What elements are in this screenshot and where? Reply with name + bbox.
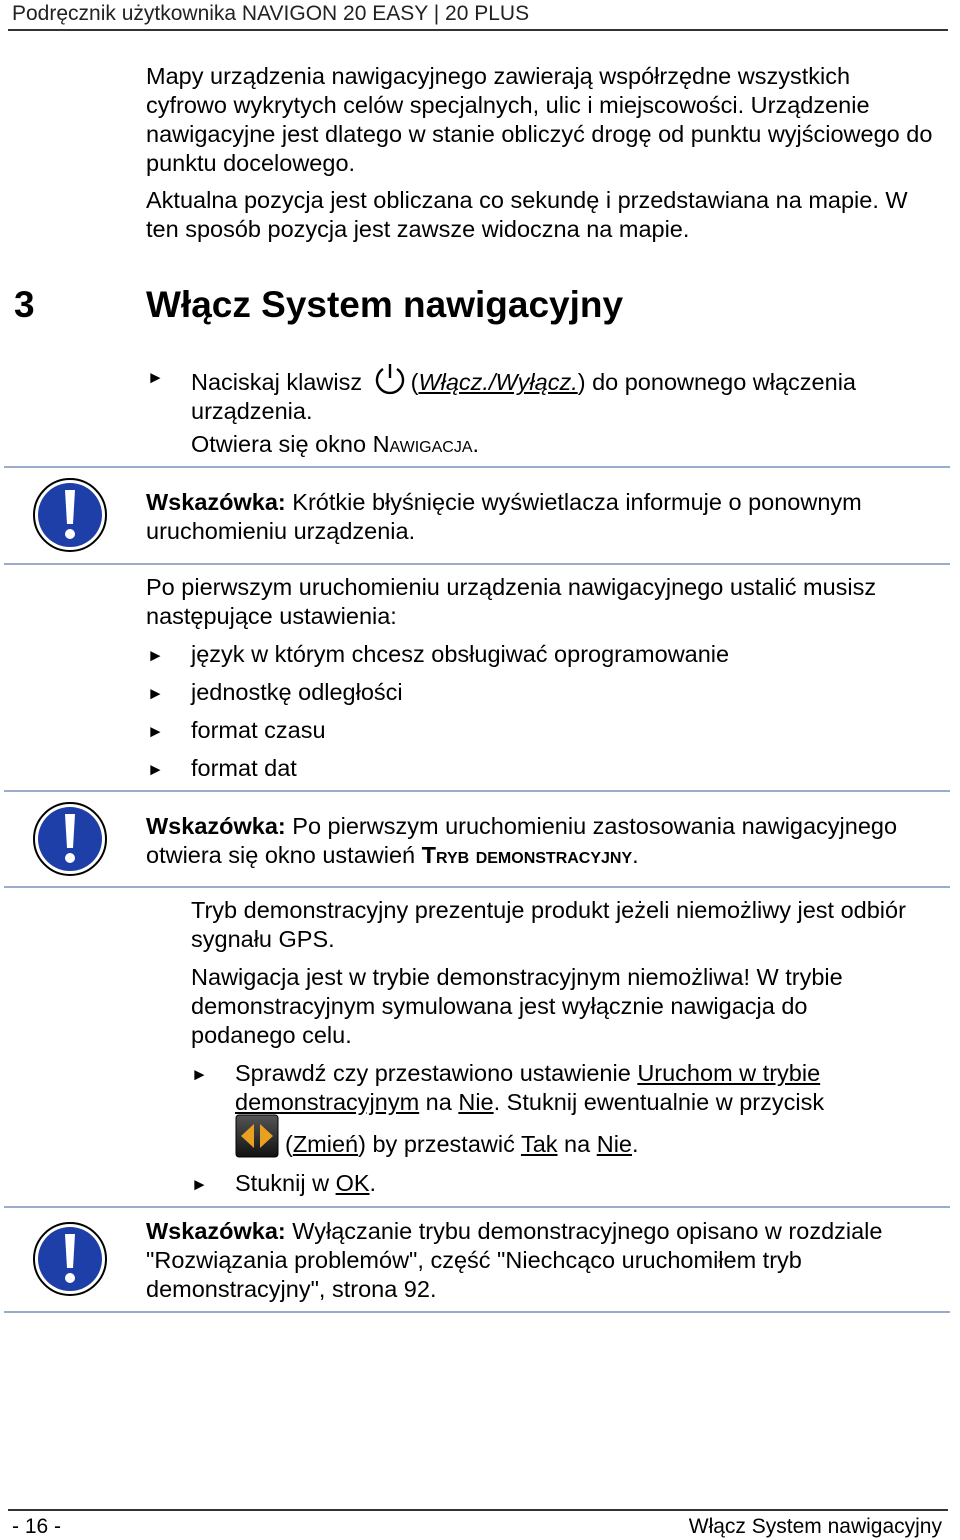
- exclamation-icon: [32, 801, 108, 877]
- page-number: - 16 -: [12, 1515, 62, 1538]
- power-icon: [373, 362, 407, 396]
- intro-paragraph-2: Aktualna pozycja jest obliczana co sekundę i przedstawiana na mapie. W ten sposób pozycja jest zawsze widoczna na mapie.: [146, 187, 908, 242]
- change-button-link[interactable]: Zmień: [292, 1131, 359, 1157]
- setting-start-demo-link[interactable]: Uruchom w trybie demonstracyjnym: [235, 1060, 821, 1115]
- power-key-link[interactable]: Włącz./Wyłącz.: [418, 369, 578, 395]
- window-name-navigation: Nawigacja: [372, 431, 473, 457]
- ok-button-link[interactable]: OK: [335, 1170, 370, 1196]
- footer-chapter: Włącz System nawigacyjny: [688, 1515, 942, 1538]
- bullet-arrow-icon: ►: [147, 646, 164, 665]
- value-no-link[interactable]: Nie: [596, 1131, 632, 1157]
- demo-step-1: Sprawdź czy przestawiono ustawienie Uruchom w trybie demonstracyjnym na Nie. Stuknij ewentualnie w przycisk: [235, 1060, 825, 1115]
- demo-paragraph-1: Tryb demonstracyjny prezentuje produkt jeżeli niemożliwy jest odbiór sygnału GPS.: [191, 897, 906, 952]
- footer-rule: [8, 1509, 948, 1511]
- note-rule-bottom-3: [4, 1311, 950, 1313]
- value-yes-link[interactable]: Tak: [520, 1131, 558, 1157]
- change-button-icon[interactable]: [235, 1114, 279, 1158]
- exclamation-icon: [32, 1221, 108, 1297]
- header-rule: [8, 29, 948, 31]
- bullet-arrow-icon: ►: [147, 684, 164, 703]
- bullet-arrow-icon: ►: [147, 722, 164, 741]
- power-on-result: Otwiera się okno Nawigacja.: [191, 431, 480, 457]
- list-item: język w którym chcesz obsługiwać oprogramowanie: [191, 641, 730, 667]
- exclamation-icon: [32, 477, 108, 553]
- power-on-step: Naciskaj klawisz (Włącz./Wyłącz.) do ponownego włączenia urządzenia.: [191, 362, 931, 426]
- note-rule-bottom-1: [4, 563, 950, 565]
- value-no-link[interactable]: Nie: [458, 1089, 494, 1115]
- note-3: Wskazówka: Wyłączanie trybu demonstracyjnego opisano w rozdziale "Rozwiązania problemów", część "Niechcąco uruchomiłem tryb demonstracyjny", strona 92.: [146, 1218, 883, 1302]
- note-1: Wskazówka: Krótkie błyśnięcie wyświetlacza informuje o ponownym uruchomieniu urządzenia.: [146, 489, 862, 544]
- intro-paragraph-1: Mapy urządzenia nawigacyjnego zawierają współrzędne wszystkich cyfrowo wykrytych celów specjalnych, ulic i miejscowości. Urządzenie nawigacyjne jest dlatego w stanie obliczyć drogę od punktu wyjściowego do punktu docelowego.: [146, 63, 933, 176]
- bullet-arrow-icon: ►: [147, 368, 164, 387]
- section-title: Włącz System nawigacyjny: [146, 284, 624, 325]
- list-item: format dat: [191, 755, 297, 781]
- list-item: jednostkę odległości: [191, 679, 403, 705]
- note-rule-top-3: [4, 1206, 950, 1208]
- demo-step-2: Stuknij w OK.: [235, 1170, 377, 1196]
- list-item: format czasu: [191, 717, 326, 743]
- bullet-arrow-icon: ►: [191, 1065, 208, 1084]
- bullet-arrow-icon: ►: [147, 760, 164, 779]
- demo-step-1-continued: (Zmień) by przestawić Tak na Nie.: [285, 1131, 639, 1157]
- window-name-demo-mode: Tryb demonstracyjny: [421, 842, 633, 868]
- note-rule-top-1: [4, 466, 950, 468]
- section-number: 3: [14, 284, 35, 325]
- note-rule-top-2: [4, 790, 950, 792]
- page-header: Podręcznik użytkownika NAVIGON 20 EASY | 20 PLUS: [12, 2, 530, 25]
- demo-paragraph-2: Nawigacja jest w trybie demonstracyjnym niemożliwa! W trybie demonstracyjnym symulowana jest wyłącznie nawigacja do podanego celu.: [191, 964, 843, 1048]
- note-2: Wskazówka: Po pierwszym uruchomieniu zastosowania nawigacyjnego otwiera się okno ustawień Tryb demonstracyjny.: [146, 813, 898, 868]
- setup-intro: Po pierwszym uruchomieniu urządzenia nawigacyjnego ustalić musisz następujące ustawienia:: [146, 574, 877, 629]
- note-rule-bottom-2: [4, 886, 950, 888]
- bullet-arrow-icon: ►: [191, 1175, 208, 1194]
